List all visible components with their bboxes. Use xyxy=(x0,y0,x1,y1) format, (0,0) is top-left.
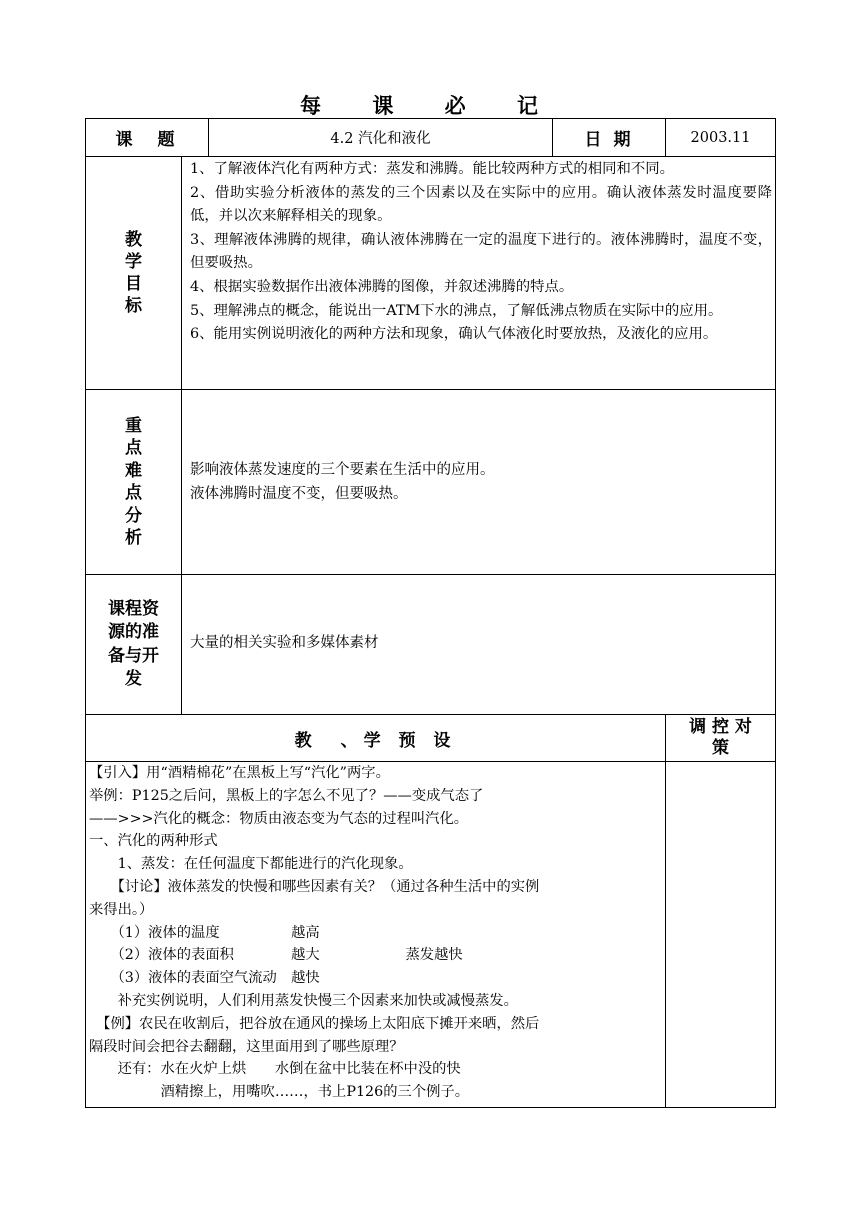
objectives-label-char: 目 xyxy=(125,274,142,294)
col-divider xyxy=(181,156,182,714)
teaching-body xyxy=(89,762,663,1104)
teaching-line: 【引入】用“酒精棉花”在黑板上写“汽化”两字。 xyxy=(89,765,390,781)
teaching-line: 【讨论】液体蒸发的快慢和哪些因素有关？（通过各种生活中的实例 xyxy=(89,878,540,895)
objectives-list xyxy=(190,158,772,347)
resources-text: 大量的相关实验和多媒体素材 xyxy=(190,635,379,651)
row-divider xyxy=(85,389,776,390)
control-label-line: 策 xyxy=(712,738,729,758)
teaching-line: （2）液体的表面积 越大 蒸发越快 xyxy=(89,947,463,964)
objectives-label-char: 教 xyxy=(125,230,142,250)
teaching-line: 酒精擦上，用嘴吹……，书上P126的三个例子。 xyxy=(89,1084,470,1101)
key-points-label-char: 重 xyxy=(125,415,142,436)
teaching-line: 1、蒸发：在任何温度下都能进行的汽化现象。 xyxy=(89,856,413,873)
key-points-label-char: 点 xyxy=(125,483,142,503)
key-point-line: 液体沸腾时温度不变，但要吸热。 xyxy=(190,485,408,502)
page-title: 每 课 必 记 xyxy=(300,93,560,118)
objective-item: 5、理解沸点的概念，能说出一ATM下水的沸点，了解低沸点物质在实际中的应用。 xyxy=(190,302,723,319)
teaching-line: 来得出。） xyxy=(89,901,154,918)
date-value: 2003.11 xyxy=(690,129,751,146)
date-label: 日 期 xyxy=(584,130,634,150)
col-divider xyxy=(665,714,666,1108)
teaching-header: 教 、学 预 设 xyxy=(294,730,457,751)
key-points-text xyxy=(190,459,770,506)
row-divider xyxy=(85,574,776,575)
key-points-label-char: 分 xyxy=(125,505,142,526)
key-points-label-char: 点 xyxy=(125,438,142,458)
key-points-label-char: 难 xyxy=(125,460,142,481)
objectives-label-char: 学 xyxy=(125,252,142,272)
row-divider xyxy=(85,156,776,157)
teaching-line: 还有：水在火炉上烘 水倒在盆中比装在杯中没的快 xyxy=(89,1061,461,1078)
objective-item: 1、了解液体汽化有两种方式：蒸发和沸腾。能比较两种方式的相同和不同。 xyxy=(190,161,675,177)
teaching-line: （3）液体的表面空气流动 越快 xyxy=(89,970,320,987)
key-points-label xyxy=(86,390,181,574)
teaching-line: 【例】农民在收割后，把谷放在通风的操场上太阳底下摊开来晒，然后 xyxy=(89,1015,540,1032)
objective-item: 6、能用实例说明液化的两种方法和现象，确认气体液化时要放热，及液化的应用。 xyxy=(190,326,718,343)
teaching-line: 隔段时间会把谷去翻翻，这里面用到了哪些原理？ xyxy=(89,1038,404,1055)
resources-label-line: 发 xyxy=(125,669,142,689)
resources-label xyxy=(86,575,181,714)
objective-item: 3、理解液体沸腾的规律，确认液体沸腾在一定的温度下进行的。液体沸腾时，温度不变，但要吸热。 xyxy=(190,231,772,272)
teaching-line: ——>>>汽化的概念：物质由液态变为气态的过程叫汽化。 xyxy=(89,810,469,827)
teaching-line: （1）液体的温度 越高 xyxy=(89,924,320,941)
control-label xyxy=(666,715,775,761)
objectives-label-char: 标 xyxy=(125,296,142,316)
objective-item: 2、借助实验分析液体的蒸发的三个因素以及在实际中的应用。确认液体蒸发时温度要降低，并以次来解释相关的现象。 xyxy=(190,184,772,225)
teaching-line: 一、汽化的两种形式 xyxy=(89,833,218,850)
resources-label-line: 课程资 xyxy=(108,598,159,619)
control-label-line: 调 控 对 xyxy=(689,717,752,737)
objective-item: 4、根据实验数据作出液体沸腾的图像，并叙述沸腾的特点。 xyxy=(190,278,574,295)
resources-label-line: 备与开 xyxy=(108,645,159,666)
teaching-line: 补充实例说明，人们利用蒸发快慢三个因素来加快或减慢蒸发。 xyxy=(89,992,518,1009)
topic-label: 课 题 xyxy=(115,130,179,150)
resources-label-line: 源的准 xyxy=(108,622,159,642)
key-points-label-char: 析 xyxy=(125,528,142,548)
key-point-line: 影响液体蒸发速度的三个要素在生活中的应用。 xyxy=(190,462,495,478)
objectives-label xyxy=(86,157,181,389)
topic-value: 4.2 汽化和液化 xyxy=(330,131,431,147)
teaching-line: 举例：P125之后问，黑板上的字怎么不见了？——变成气态了 xyxy=(89,787,484,804)
